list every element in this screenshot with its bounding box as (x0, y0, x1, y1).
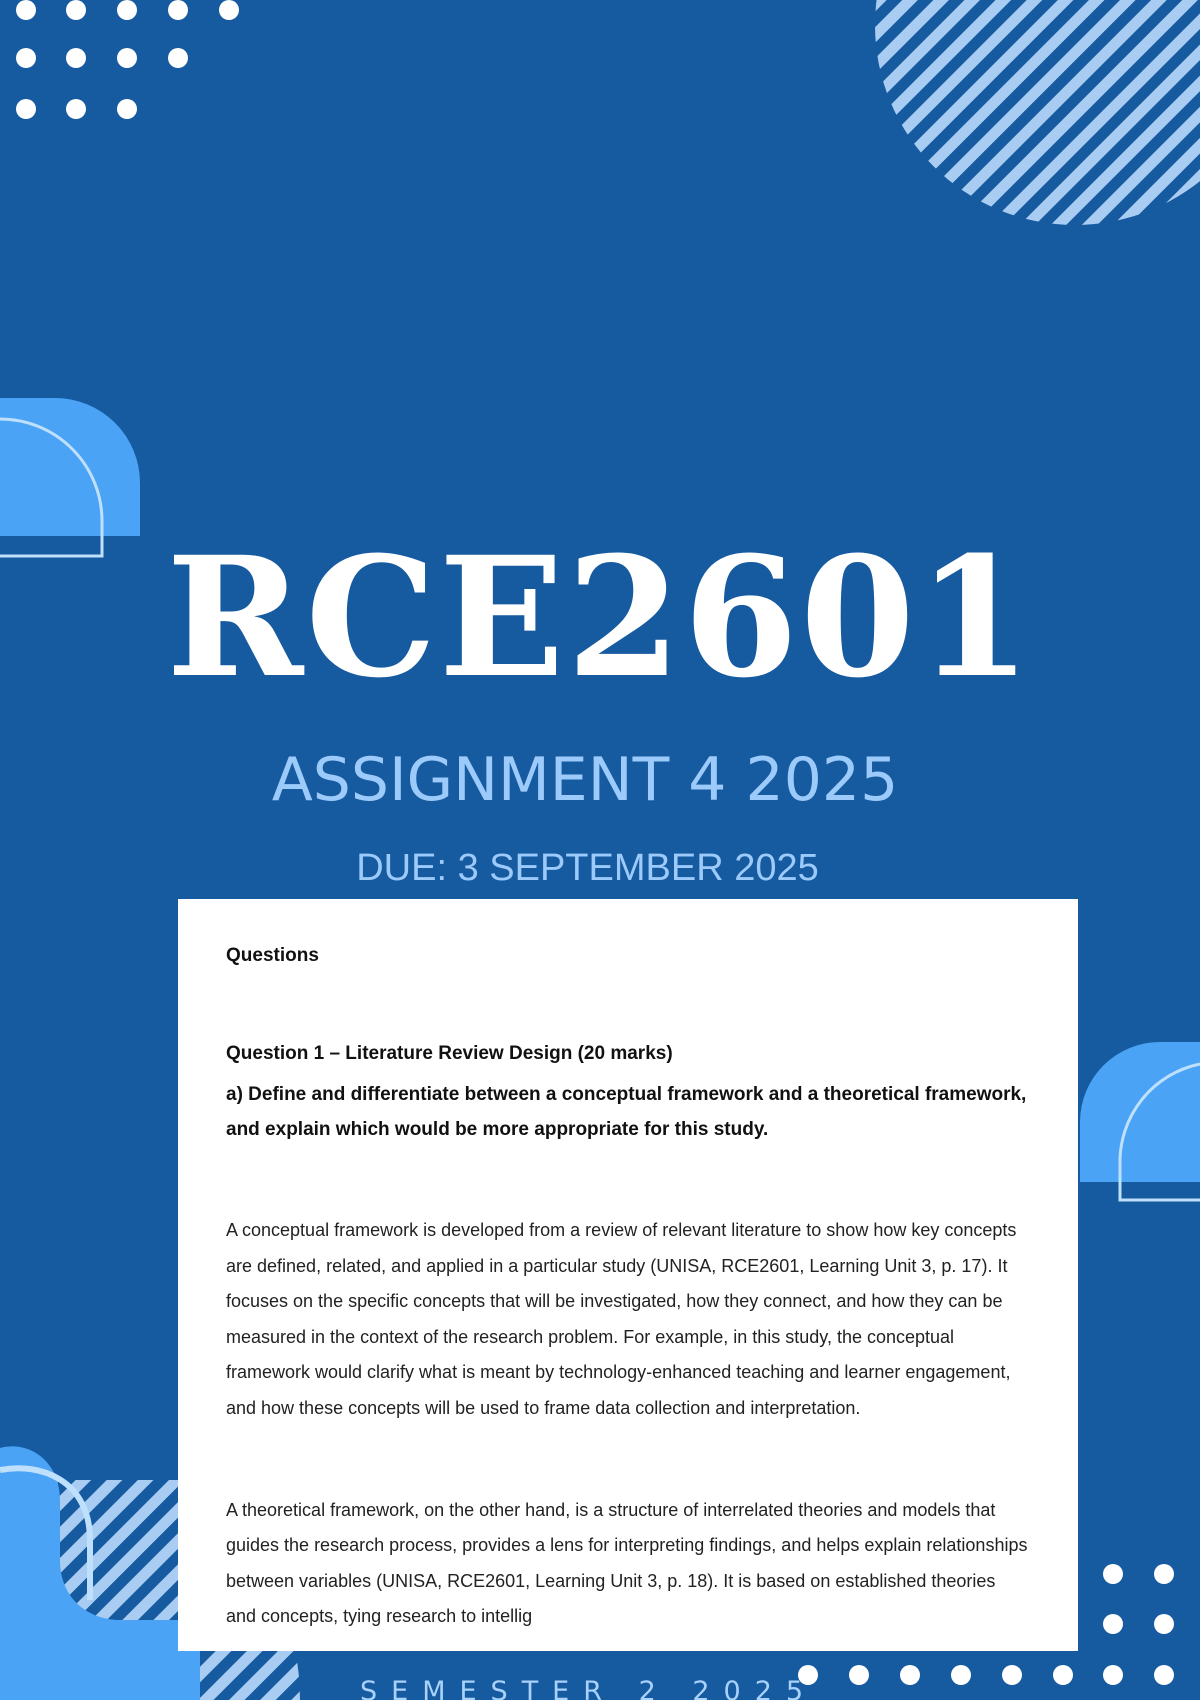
dot (1154, 1614, 1174, 1634)
dot (849, 1665, 869, 1685)
dot (1053, 1665, 1073, 1685)
dot (951, 1665, 971, 1685)
paragraph-1: A conceptual framework is developed from a review of relevant literature to show how key concepts are defined, related, and applied in a particular study (UNISA, RCE2601, Learning Unit 3, p. 17). It focuses on the specific concepts that will be investigated, how they connect, and how they can be measured in the context of the research problem. For example, in this study, the conceptual framework would clarify what is meant by technology-enhanced teaching and learner engagement, and how these concepts will be used to frame data collection and interpretation. (226, 1220, 1017, 1418)
dot (1154, 1564, 1174, 1584)
question-title: Question 1 – Literature Review Design (20 marks) (226, 1043, 673, 1064)
paragraph-2: A theoretical framework, on the other hand, is a structure of interrelated theories and models that guides the research process, provides a lens for interpreting findings, and helps explain relationships between variables (UNISA, RCE2601, Learning Unit 3, p. 18). It is based on established theories and concepts, tying research to intellig (226, 1499, 1028, 1627)
semester-label: SEMESTER 2 2025 (360, 1676, 818, 1700)
dot (1103, 1564, 1123, 1584)
document-heading: Questions (226, 945, 319, 966)
dot (1103, 1665, 1123, 1685)
document-page (178, 899, 1078, 1651)
assignment-title: ASSIGNMENT 4 2025 (271, 745, 899, 815)
dot (1002, 1665, 1022, 1685)
course-code-title: RCE2601 (166, 520, 1034, 714)
dot (1154, 1665, 1174, 1685)
question-part: a) Define and differentiate between a conceptual framework and a theoretical framework, and explain which would be more appropriate for this study. (226, 1084, 1027, 1140)
dot (1103, 1614, 1123, 1634)
dot (900, 1665, 920, 1685)
due-date: DUE: 3 SEPTEMBER 2025 (356, 847, 819, 889)
